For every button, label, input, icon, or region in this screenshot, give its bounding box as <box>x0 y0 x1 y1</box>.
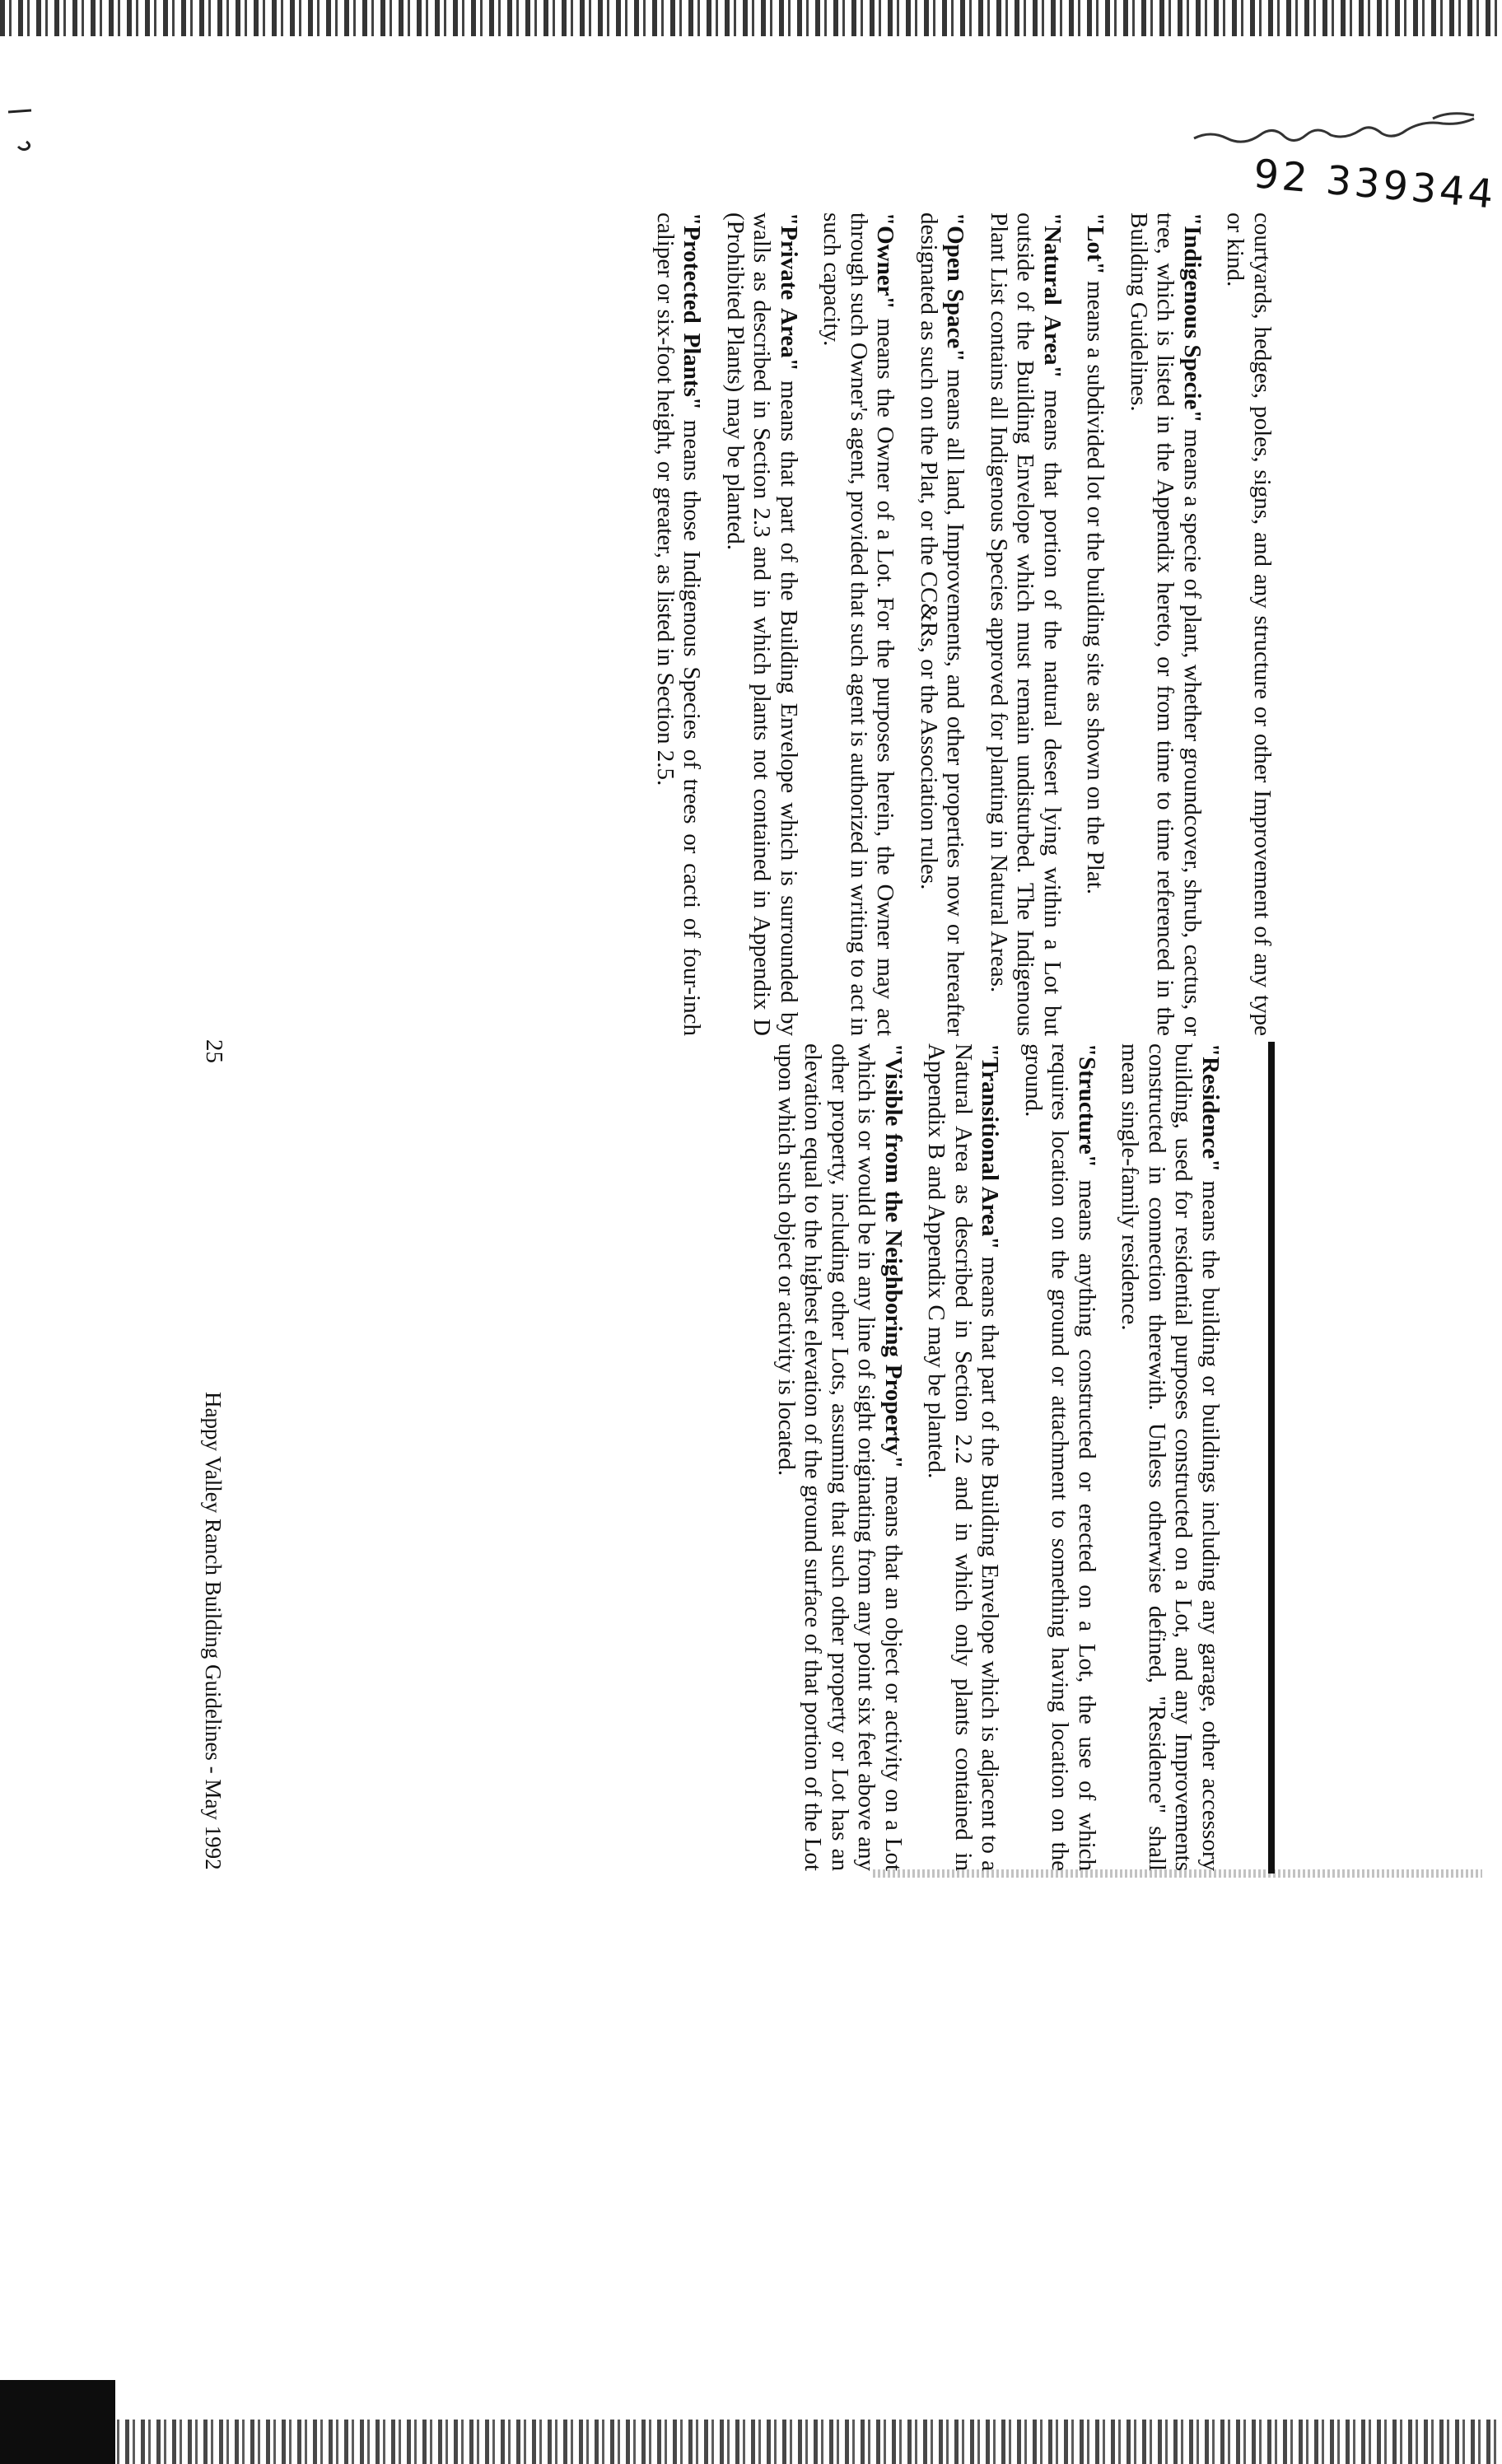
definition-term: "Visible from the Neighboring Property" <box>880 1043 907 1469</box>
definition-visible-from-neighboring-property <box>773 1043 907 1871</box>
definition-text: means anything constructed or erected on a Lot, the use of which requires location on the ground or attachment to something having location on the ground. <box>1020 1043 1100 1871</box>
continuation-paragraph: courtyards, hedges, poles, signs, and any structure or other Improvement of any type or kind. <box>1222 212 1276 1036</box>
definition-residence <box>1117 1043 1224 1871</box>
definition-transitional-area <box>923 1043 1004 1871</box>
scan-dark-corner <box>0 2380 115 2464</box>
definition-term: "Open Space" <box>942 212 969 362</box>
footer-title: Happy Valley Ranch Building Guidelines - May 1992 <box>201 1392 226 1870</box>
definition-owner <box>819 212 899 1036</box>
definition-text: means a specie of plant, whether groundcover, shrub, cactus, or tree, which is listed in the Appendix hereto, or from time to time referenced in the Building Guidelines. <box>1126 212 1206 1036</box>
definition-private-area <box>722 212 803 1036</box>
definition-protected-plants <box>652 212 706 1036</box>
definition-text: means that part of the Building Envelope which is adjacent to a Natural Area as described in Section 2.2 and in which only plants contained in Appendix B and Appendix C may be planted. <box>923 1043 1004 1871</box>
definition-term: "Owner" <box>872 212 899 310</box>
definition-term: "Private Area" <box>776 212 802 371</box>
definition-term: "Protected Plants" <box>679 212 706 410</box>
definition-natural-area <box>986 212 1066 1036</box>
definition-text: means those Indigenous Species of trees or cacti of four-inch caliper or six-foot height, or greater, as listed in Section 2.5. <box>652 212 706 1036</box>
definition-term: "Indigenous Specie" <box>1179 212 1206 423</box>
definition-term: "Transitional Area" <box>977 1043 1004 1250</box>
definition-text: means that part of the Building Envelope which is surrounded by walls as described in Section 2.3 and in which plants not contained in Appendix D (Prohibited Plants) may be planted. <box>722 212 802 1036</box>
definition-term: "Residence" <box>1197 1043 1224 1173</box>
column-header-rule <box>1268 1042 1275 1874</box>
definition-text: means the building or buildings including any garage, other accessory building, used for residential purposes constructed on a Lot, and any Improvements constructed in connection therewith. Unless otherwise defined, "Residence" shall mean single-family residence. <box>1117 1043 1224 1871</box>
definition-text: means that an object or activity on a Lot which is or would be in any line of sight originating from any point six feet above any other property, including other Lots, assuming that such other property or Lot has an elevation equal to the highest elevation of the ground surface of that portion of the Lot upon which such object or activity is located. <box>773 1043 907 1872</box>
definition-text: means a subdivided lot or the building site as shown on the Plat. <box>1082 274 1109 895</box>
definition-text: means the Owner of a Lot. For the purposes herein, the Owner may act through such Owner's agent, provided that such agent is authorized in writing to act in such capacity. <box>819 212 899 1036</box>
definition-term: "Lot" <box>1082 212 1109 275</box>
definition-indigenous-specie <box>1126 212 1206 1036</box>
definition-structure <box>1020 1043 1101 1871</box>
left-column <box>636 212 1276 1036</box>
definition-text: means all land, Improvements, and other properties now or hereafter designated as such on the Plat, or the CC&Rs, or the Association rules. <box>916 212 969 1037</box>
definition-term: "Structure" <box>1074 1043 1100 1168</box>
right-column <box>757 1043 1224 1871</box>
recording-number-stamp: 92 339344 <box>1252 151 1499 218</box>
definition-open-space <box>916 212 969 1036</box>
definition-text: means that portion of the natural desert lying within a Lot but outside of the Building Envelope which must remain undisturbed. The Indigenous Plant List contains all Indigenous Species approved for planting in Natural Areas. <box>986 212 1066 1036</box>
page-number: 25 <box>201 1039 227 1063</box>
definition-lot <box>1082 212 1109 1036</box>
scan-noise-bottom <box>0 2420 1502 2464</box>
definition-term: "Natural Area" <box>1039 212 1066 379</box>
